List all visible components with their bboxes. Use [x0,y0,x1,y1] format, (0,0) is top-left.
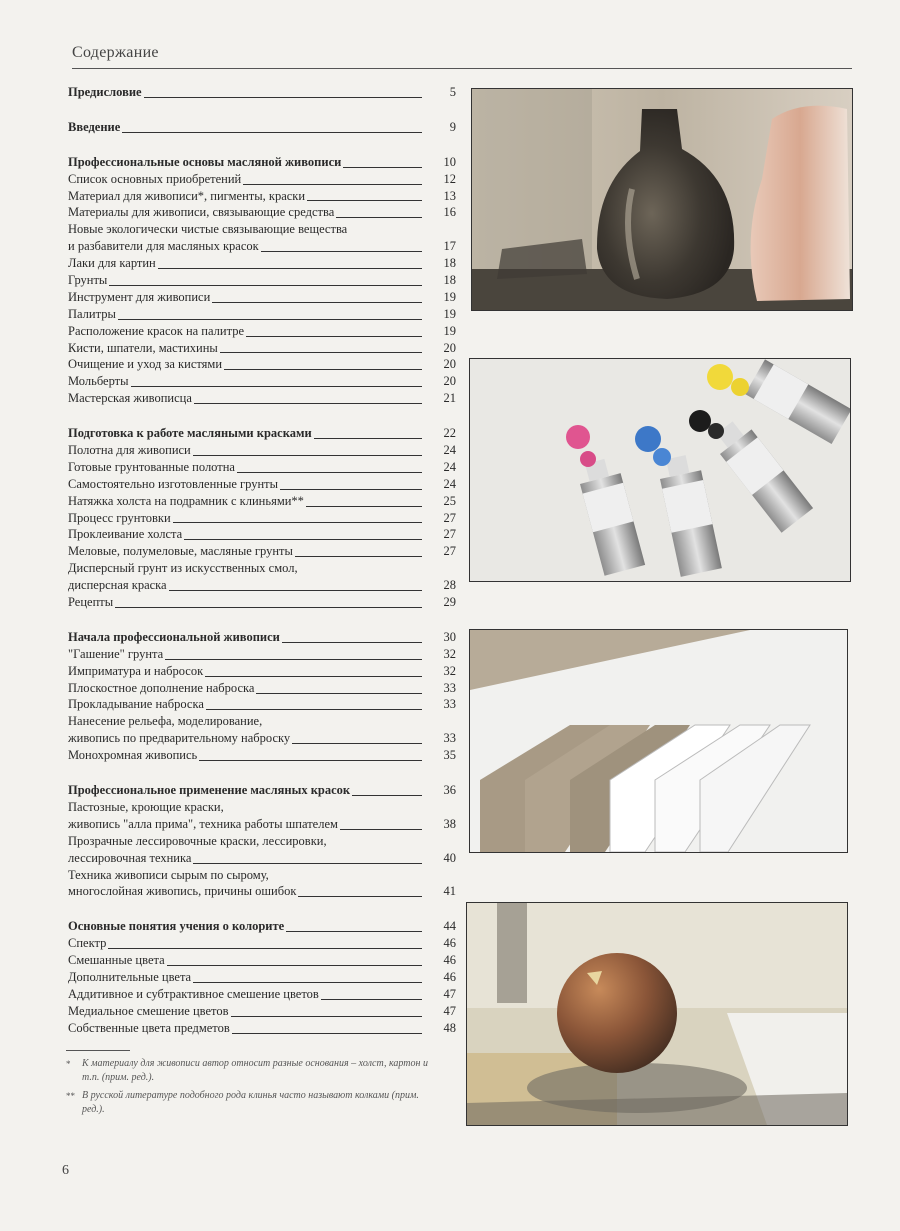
toc-entry-preface[interactable] [68,84,456,101]
dot-leader [231,1016,423,1017]
toc-entry-page: 48 [443,1020,456,1035]
toc-entry-page: 18 [443,273,456,287]
dot-leader [286,931,422,932]
dot-leader [108,948,422,949]
toc-entry-page: 16 [443,205,456,220]
dot-leader [306,506,422,507]
toc-entry[interactable] [68,1003,456,1020]
toc-entry-page: 19 [443,306,456,321]
toc-entry[interactable] [68,255,456,272]
toc-entry-label: Смешанные цвета [68,953,165,968]
toc-entry[interactable] [68,969,456,986]
toc-entry[interactable] [68,543,456,560]
dot-leader [199,760,422,761]
toc-entry[interactable] [68,816,456,833]
dot-leader [109,285,422,286]
footnote-rule [66,1050,130,1051]
toc-section-heading[interactable] [68,918,456,935]
dot-leader [169,590,422,591]
toc-entry-label: многослойная живопись, причины ошибок [68,884,297,899]
footnote-mark: ** [66,1091,75,1101]
toc-entry-label: Очищение и уход за кистями [68,357,223,372]
toc-entry-label: Лаки для картин [68,256,156,271]
toc-entry-page: 27 [443,510,456,525]
toc-entry-page: 46 [443,969,456,984]
toc-entry[interactable] [68,390,456,407]
dot-leader [256,693,422,694]
toc-entry-page: 20 [443,357,456,372]
toc-entry-page: 46 [443,953,456,968]
toc-entry[interactable] [68,730,456,747]
toc-entry-intro[interactable] [68,119,456,136]
toc-entry-page: 19 [443,289,456,304]
toc-entry-page: 20 [443,374,456,389]
toc-entry-page: 28 [443,578,456,593]
toc-entry-page: 5 [449,84,456,99]
toc-entry-page: 32 [443,663,456,678]
toc-entry-label: Имприматура и набросок [68,663,204,678]
toc-section-heading[interactable] [68,629,456,646]
dot-leader [307,200,422,201]
dot-leader [173,522,422,523]
toc-entry-label: Натяжка холста на подрамник с клиньями** [68,493,304,508]
toc-entry-label: Монохромная живопись [68,748,198,763]
toc-entry-label: Палитры [68,306,116,321]
toc-entry-label: Введение [68,119,121,134]
toc-entry-label: Кисти, шпатели, мастихины [68,340,218,355]
dot-leader [144,97,422,98]
dot-leader [246,336,422,337]
toc-entry-page: 33 [443,731,456,746]
apple-still-life-image [466,902,848,1126]
dot-leader [292,743,422,744]
footnote-text: К материалу для живописи автор относит разные основания – холст, картон и т.п. (прим. ред.). [82,1058,428,1083]
footnote-mark: * [66,1059,71,1069]
toc-intro-section [68,119,456,136]
toc-entry-label: "Гашение" грунта [68,646,164,661]
toc-section-heading-page: 10 [443,154,456,169]
toc-entry-label: Мольберты [68,374,129,389]
dot-leader [220,352,422,353]
toc-entry-label: дисперсная краска [68,578,167,593]
toc-entry[interactable] [68,476,456,493]
toc-entry-first-line: Техника живописи сырым по сырому, [68,867,269,882]
toc-entry[interactable] [68,373,456,390]
toc-entry-page: 18 [443,256,456,271]
dot-leader [340,829,422,830]
table-of-contents [68,84,456,1055]
dot-leader [167,965,422,966]
toc-entry-page: 27 [443,544,456,559]
dot-leader [184,539,422,540]
toc-entry-page: 19 [443,323,456,338]
toc-entry[interactable] [68,747,456,764]
dot-leader [122,132,422,133]
toc-section-heading-page: 36 [443,783,456,798]
toc-entry-label: Готовые грунтованные полотна [68,459,235,474]
dot-leader [298,896,422,897]
toc-entry[interactable] [68,356,456,373]
toc-entry[interactable] [68,663,456,680]
toc-entry-first-line: Прозрачные лессировочные краски, лессировки, [68,833,327,848]
dot-leader [343,167,422,168]
toc-section-heading-label: Основные понятия учения о колорите [68,919,285,934]
toc-entry-page: 33 [443,680,456,695]
toc-entry[interactable] [68,697,456,714]
dot-leader [165,659,422,660]
toc-entry[interactable] [68,680,456,697]
toc-entry-page: 29 [443,595,456,610]
page-header [72,44,852,69]
toc-preface-section [68,84,456,101]
toc-entry[interactable] [68,289,456,306]
dot-leader [194,403,422,404]
toc-entry-label: Предисловие [68,84,142,99]
dot-leader [115,607,422,608]
toc-entry[interactable] [68,204,456,221]
toc-entry-page: 40 [443,850,456,865]
toc-entry[interactable] [68,986,456,1003]
toc-entry[interactable] [68,272,456,289]
footnote [66,1057,442,1085]
toc-entry-label: Полотна для живописи [68,443,191,458]
toc-section-heading-label: Начала профессиональной живописи [68,629,280,644]
dot-leader [206,709,422,710]
toc-entry-label: Процесс грунтовки [68,510,171,525]
toc-entry[interactable] [68,459,456,476]
dot-leader [131,386,422,387]
toc-entry-page: 33 [443,697,456,712]
toc-entry-page: 27 [443,527,456,542]
toc-entry-page: 25 [443,493,456,508]
toc-entry-label: Инструмент для живописи [68,289,211,304]
painting-boards-image [469,629,848,853]
toc-entry-first-line: Пастозные, кроющие краски, [68,799,224,814]
dot-leader [280,489,422,490]
toc-entry-page: 21 [443,391,456,406]
toc-entry[interactable] [68,493,456,510]
toc-section-heading[interactable] [68,782,456,799]
toc-entry[interactable] [68,1020,456,1037]
toc-entry-label: Спектр [68,936,107,951]
toc-entry-label: живопись "алла прима", техника работы шпателем [68,816,338,831]
toc-entry[interactable] [68,646,456,663]
dot-leader [336,217,422,218]
dot-leader [118,319,422,320]
toc-section-5 [68,918,456,1036]
toc-entry[interactable] [68,510,456,527]
toc-entry-page: 38 [443,816,456,831]
toc-entry-page: 32 [443,646,456,661]
toc-entry-page: 9 [449,119,456,134]
toc-entry-label: Проклеивание холста [68,527,183,542]
toc-entry[interactable] [68,238,456,255]
dot-leader [193,863,422,864]
toc-entry-label: Плоскостное дополнение наброска [68,680,255,695]
toc-section-heading-label: Профессиональные основы масляной живописи [68,154,342,169]
dot-leader [243,184,422,185]
toc-entry[interactable] [68,171,456,188]
page-number: 6 [62,1163,69,1178]
toc-entry-label: живопись по предварительному наброску [68,731,291,746]
dot-leader [237,472,422,473]
toc-entry-page: 35 [443,748,456,763]
toc-entry-first-line: Нанесение рельефа, моделирование, [68,714,263,729]
toc-entry-label: Аддитивное и субтрактивное смешение цветов [68,986,319,1001]
dot-leader [261,251,422,252]
toc-entry-page: 41 [443,884,456,899]
toc-entry[interactable] [68,952,456,969]
toc-entry[interactable] [68,323,456,340]
toc-entry-page: 24 [443,459,456,474]
toc-entry[interactable] [68,594,456,611]
toc-entry[interactable] [68,883,456,900]
toc-entry-label: Меловые, полумеловые, масляные грунты [68,544,293,559]
dot-leader [352,795,422,796]
toc-entry-label: Мастерская живописца [68,391,192,406]
toc-entry-page: 46 [443,936,456,951]
toc-section-heading[interactable] [68,154,456,171]
toc-entry[interactable] [68,188,456,205]
toc-entry[interactable] [68,306,456,323]
toc-section-heading-page: 22 [443,426,456,441]
toc-section-heading-label: Подготовка к работе масляными красками [68,426,312,441]
toc-section-heading-page: 30 [443,629,456,644]
page-title: Содержание [72,44,159,61]
toc-entry-page: 47 [443,1003,456,1018]
toc-entry[interactable] [68,850,456,867]
toc-entry-page: 20 [443,340,456,355]
dot-leader [193,982,422,983]
toc-section-2 [68,425,456,611]
toc-entry-page: 47 [443,986,456,1001]
toc-entry-label: Самостоятельно изготовленные грунты [68,476,279,491]
dot-leader [321,999,422,1000]
toc-entry-label: Грунты [68,273,108,287]
toc-entry[interactable] [68,577,456,594]
toc-entry[interactable] [68,442,456,459]
toc-entry-page: 17 [443,239,456,254]
toc-entry-label: Прокладывание наброска [68,697,204,712]
toc-entry-label: Медиальное смешение цветов [68,1003,229,1018]
dot-leader [224,369,422,370]
toc-entry-page: 24 [443,476,456,491]
toc-entry[interactable] [68,340,456,357]
vase-still-life-image [471,88,853,311]
dot-leader [314,438,422,439]
toc-entry-page: 13 [443,188,456,203]
toc-entry-label: Рецепты [68,595,114,610]
toc-entry-label: Дополнительные цвета [68,969,192,984]
toc-section-1 [68,154,456,407]
toc-section-heading-page: 44 [443,919,456,934]
dot-leader [295,556,422,557]
footnotes [66,1050,442,1121]
dot-leader [158,268,422,269]
toc-entry-label: Материалы для живописи, связывающие средства [68,205,335,220]
toc-entry-first-line: Новые экологически чистые связывающие вещества [68,222,348,237]
dot-leader [212,302,422,303]
toc-entry-label: Расположение красок на палитре [68,323,244,338]
toc-entry-label: Материал для живописи*, пигменты, краски [68,188,306,203]
dot-leader [282,642,422,643]
paint-tubes-image [469,358,851,582]
toc-entry[interactable] [68,526,456,543]
toc-section-3 [68,629,456,764]
footnote [66,1089,442,1117]
toc-entry-label: Собственные цвета предметов [68,1020,230,1035]
toc-section-4 [68,782,456,900]
toc-entry-first-line: Дисперсный грунт из искусственных смол, [68,561,298,576]
dot-leader [193,455,422,456]
toc-entry-page: 12 [443,171,456,186]
toc-section-heading-label: Профессиональное применение масляных красок [68,783,351,798]
dot-leader [232,1033,422,1034]
toc-entry-label: лессировочная техника [68,850,192,865]
toc-entry-label: Список основных приобретений [68,171,242,186]
toc-entry[interactable] [68,935,456,952]
toc-entry-label: и разбавители для масляных красок [68,239,259,254]
footnote-text: В русской литературе подобного рода клинья часто называют колками (прим. ред.). [82,1090,419,1115]
dot-leader [205,676,422,677]
toc-entry-page: 24 [443,443,456,458]
toc-section-heading[interactable] [68,425,456,442]
